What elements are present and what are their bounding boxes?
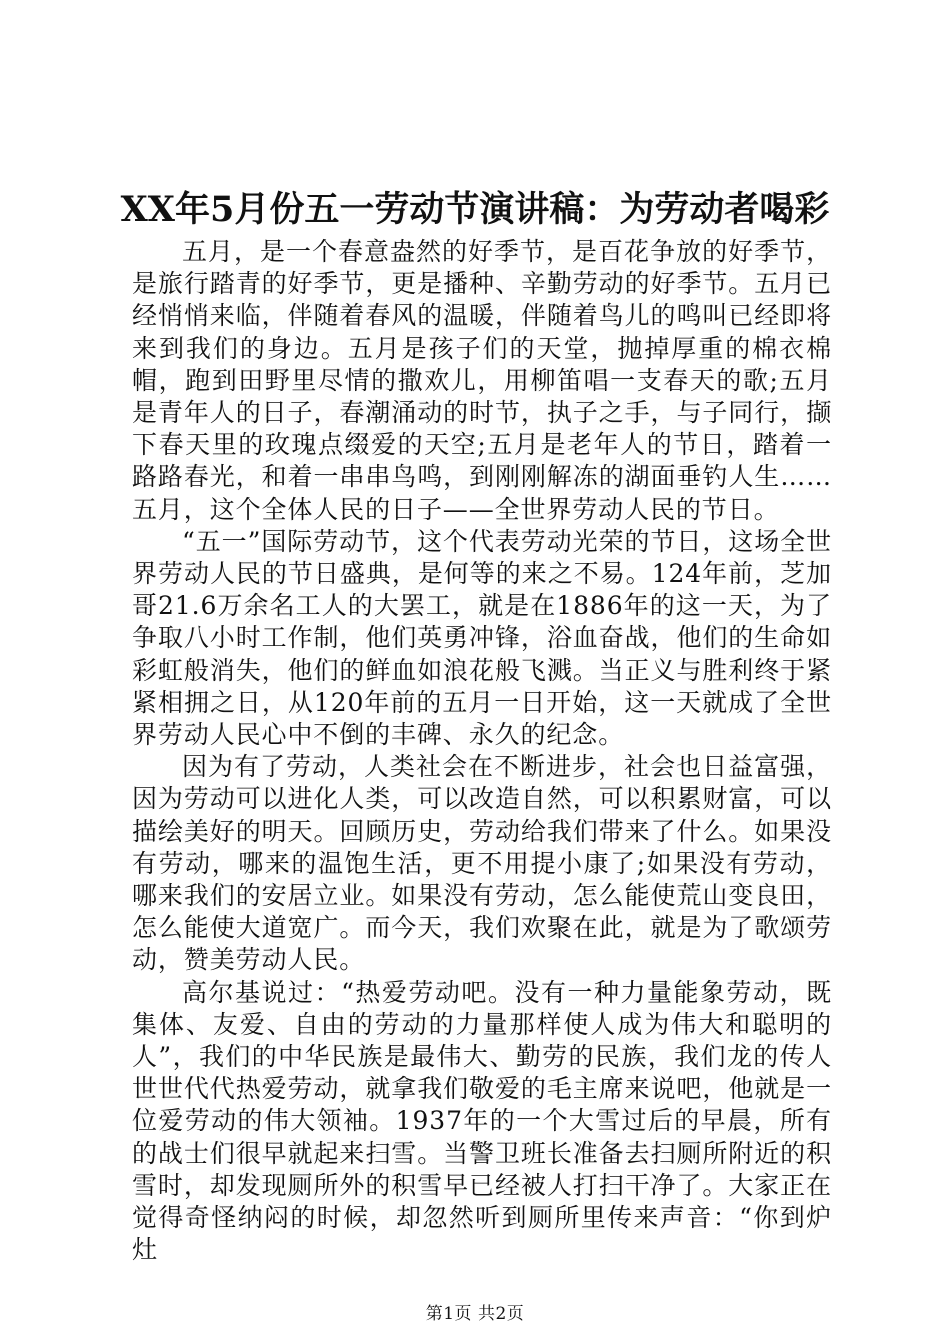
document-title: XX年5月份五一劳动节演讲稿：为劳动者喝彩 (120, 189, 830, 230)
paragraph: “五一”国际劳动节，这个代表劳动光荣的节日，这场全世界劳动人民的节日盛典，是何等的来之不易。124年前，芝加哥21.6万余名工人的大罢工，就是在1886年的这一天，为了争取八小时工作制，他们英勇冲锋，浴血奋战，他们的生命如彩虹般消失，他们的鲜血如浪花般飞溅。当正义与胜利终于紧紧相拥之日，从120年前的五月一日开始，这一天就成了全世界劳动人民心中不倒的丰碑、永久的纪念。 (132, 526, 832, 750)
paragraph: 五月，是一个春意盎然的好季节，是百花争放的好季节，是旅行踏青的好季节，更是播种、辛勤劳动的好季节。五月已经悄悄来临，伴随着春风的温暖，伴随着鸟儿的鸣叫已经即将来到我们的身边。五月是孩子们的天堂，抛掉厚重的棉衣棉帽，跑到田野里尽情的撒欢儿，用柳笛唱一支春天的歌;五月是青年人的日子，春潮涌动的时节，执子之手，与子同行，撷下春天里的玫瑰点缀爱的天空;五月是老年人的节日，踏着一路路春光，和着一串串鸟鸣，到刚刚解冻的湖面垂钓人生……五月，这个全体人民的日子——全世界劳动人民的节日。 (132, 237, 832, 524)
paragraph: 因为有了劳动，人类社会在不断进步，社会也日益富强，因为劳动可以进化人类，可以改造自然，可以积累财富，可以描绘美好的明天。回顾历史，劳动给我们带来了什么。如果没有劳动，哪来的温饱生活，更不用提小康了;如果没有劳动，哪来我们的安居立业。如果没有劳动，怎么能使荒山变良田，怎么能使大道宽广。而今天，我们欢聚在此，就是为了歌颂劳动，赞美劳动人民。 (132, 752, 832, 975)
page-number-footer: 第1页 共2页 (425, 1304, 525, 1324)
document-body (132, 236, 832, 1267)
paragraph: 高尔基说过：“热爱劳动吧。没有一种力量能象劳动，既集体、友爱、自由的劳动的力量那样使人成为伟大和聪明的人”，我们的中华民族是最伟大、勤劳的民族，我们龙的传人世世代代热爱劳动，就拿我们敬爱的毛主席来说吧，他就是一位爱劳动的伟大领袖。1937年的一个大雪过后的早晨，所有的战士们很早就起来扫雪。当警卫班长准备去扫厕所附近的积雪时，却发现厕所外的积雪早已经被人打扫干净了。大家正在觉得奇怪纳闷的时候，却忽然听到厕所里传来声音：“你到炉灶 (132, 977, 832, 1265)
